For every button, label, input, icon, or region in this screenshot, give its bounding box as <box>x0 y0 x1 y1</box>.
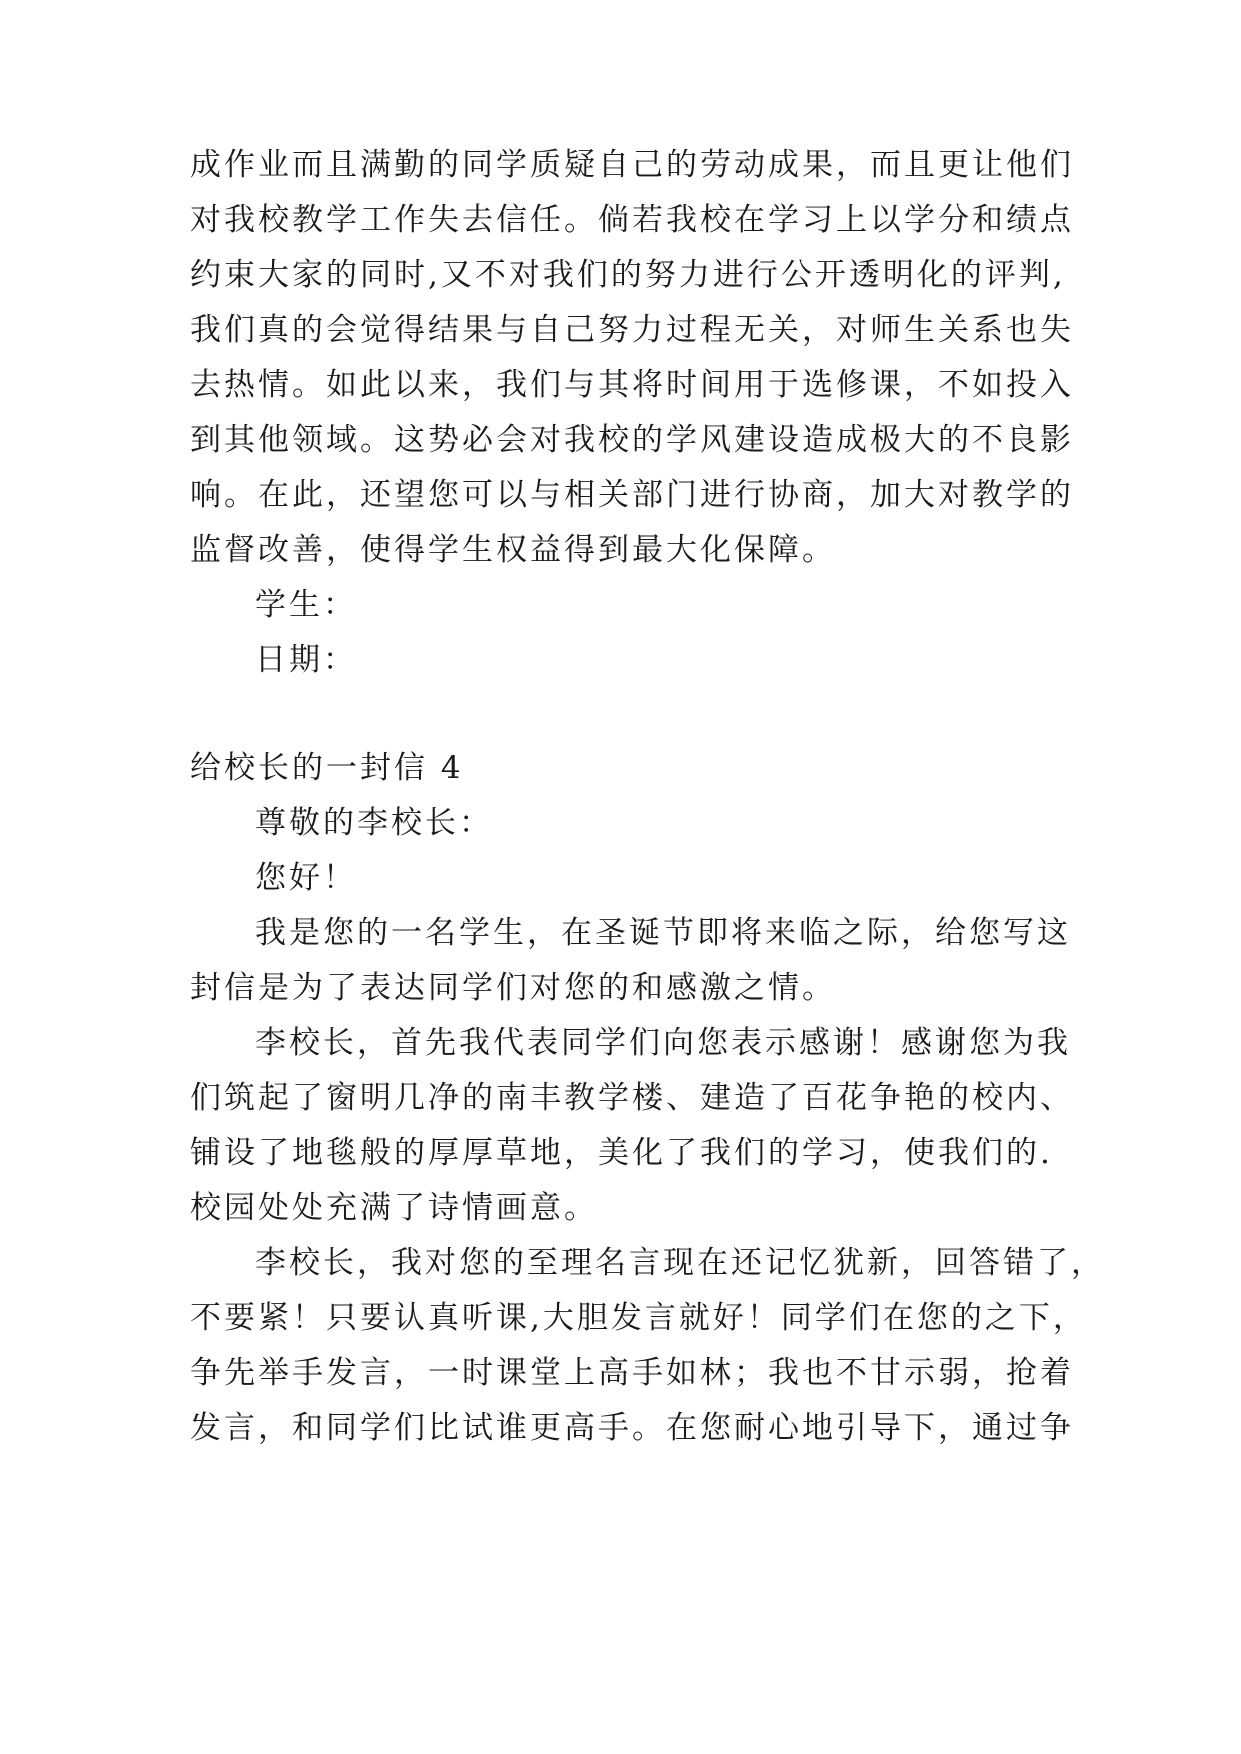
signature-date: 日期： <box>255 642 357 678</box>
text-line: 铺设了地毯般的厚厚草地，美化了我们的学习，使我们的. <box>190 1135 1053 1171</box>
text-line: 响。在此，还望您可以与相关部门进行协商，加大对教学的 <box>190 477 1074 513</box>
signature-student: 学生： <box>255 587 357 623</box>
text-line: 监督改善，使得学生权益得到最大化保障。 <box>190 532 836 568</box>
text-line: 我们真的会觉得结果与自己努力过程无关，对师生关系也失 <box>190 312 1074 348</box>
text-line: 去热情。如此以来，我们与其将时间用于选修课，不如投入 <box>190 367 1074 403</box>
text-line: 我是您的一名学生，在圣诞节即将来临之际，给您写这 <box>255 915 1071 951</box>
salutation: 尊敬的李校长： <box>255 805 493 841</box>
text-line: 到其他领域。这势必会对我校的学风建设造成极大的不良影 <box>190 422 1074 458</box>
text-line: 封信是为了表达同学们对您的和感激之情。 <box>190 970 836 1006</box>
letter-title: 给校长的一封信 4 <box>190 750 464 786</box>
greeting: 您好！ <box>255 860 357 896</box>
text-line: 对我校教学工作失去信任。倘若我校在学习上以学分和绩点 <box>190 202 1074 238</box>
text-line: 们筑起了窗明几净的南丰教学楼、建造了百花争艳的校内、 <box>190 1080 1074 1116</box>
text-line: 约束大家的同时,又不对我们的努力进行公开透明化的评判, <box>190 257 1066 293</box>
text-line: 不要紧！只要认真听课,大胆发言就好！同学们在您的之下， <box>190 1300 1087 1336</box>
text-line: 校园处处充满了诗情画意。 <box>190 1190 598 1226</box>
text-line: 李校长，首先我代表同学们向您表示感谢！感谢您为我 <box>255 1025 1071 1061</box>
text-line: 发言，和同学们比试谁更高手。在您耐心地引导下，通过争 <box>190 1410 1074 1446</box>
text-line: 成作业而且满勤的同学质疑自己的劳动成果，而且更让他们 <box>190 147 1074 183</box>
text-line: 争先举手发言，一时课堂上高手如林；我也不甘示弱，抢着 <box>190 1355 1074 1391</box>
text-line: 李校长，我对您的至理名言现在还记忆犹新，回答错了， <box>255 1245 1105 1281</box>
